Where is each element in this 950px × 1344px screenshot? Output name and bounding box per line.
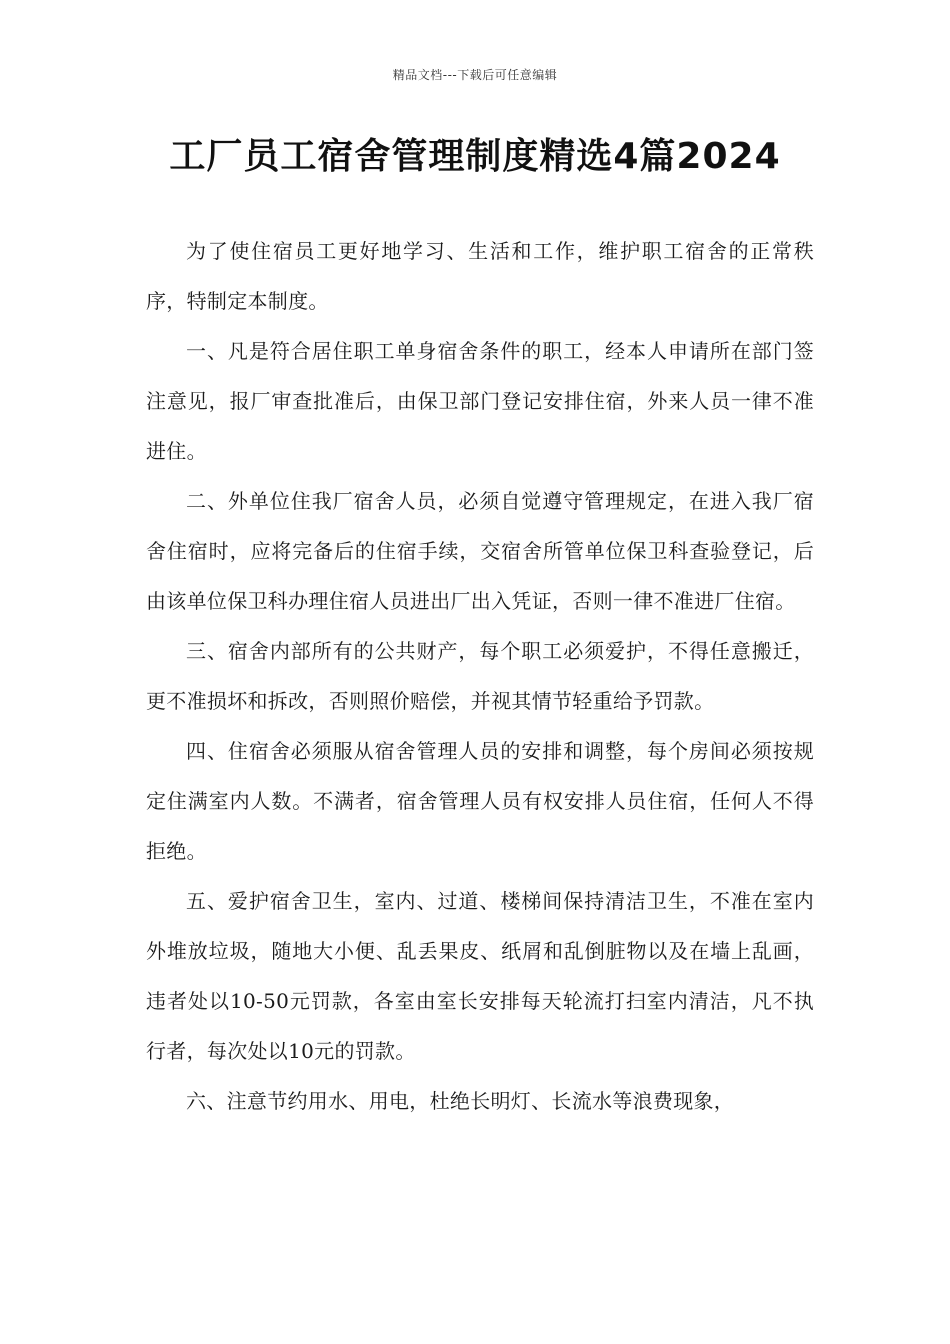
paragraph-rule-4: 四、住宿舍必须服从宿舍管理人员的安排和调整，每个房间必须按规定住满室内人数。不满者，宿舍管理人员有权安排人员住宿，任何人不得拒绝。 xyxy=(146,739,814,863)
paragraph-rule-3: 三、宿舍内部所有的公共财产，每个职工必须爱护，不得任意搬迁，更不准损坏和拆改，否则照价赔偿，并视其情节轻重给予罚款。 xyxy=(146,639,814,713)
document-body xyxy=(146,226,814,1126)
paragraph-rule-2: 二、外单位住我厂宿舍人员，必须自觉遵守管理规定，在进入我厂宿舍住宿时，应将完备后的住宿手续，交宿舍所管单位保卫科查验登记，后由该单位保卫科办理住宿人员进出厂出入凭证，否则一律不准进厂住宿。 xyxy=(146,489,814,613)
paragraph-intro: 为了使住宿员工更好地学习、生活和工作，维护职工宿舍的正常秩序，特制定本制度。 xyxy=(146,239,814,313)
document-title: 工厂员工宿舍管理制度精选4篇2024 xyxy=(169,136,781,177)
header-note: 精品文档---下载后可任意编辑 xyxy=(392,68,558,82)
paragraph-rule-1: 一、凡是符合居住职工单身宿舍条件的职工，经本人申请所在部门签注意见，报厂审查批准后，由保卫部门登记安排住宿，外来人员一律不准进住。 xyxy=(146,339,814,463)
paragraph-rule-6: 六、注意节约用水、用电，杜绝长明灯、长流水等浪费现象， xyxy=(186,1089,735,1113)
paragraph-rule-5: 五、爱护宿舍卫生，室内、过道、楼梯间保持清洁卫生，不准在室内外堆放垃圾，随地大小便、乱丢果皮、纸屑和乱倒脏物以及在墙上乱画，违者处以10-50元罚款，各室由室长安排每天轮流打扫室内清洁，凡不执行者，每次处以10元的罚款。 xyxy=(146,889,814,1063)
